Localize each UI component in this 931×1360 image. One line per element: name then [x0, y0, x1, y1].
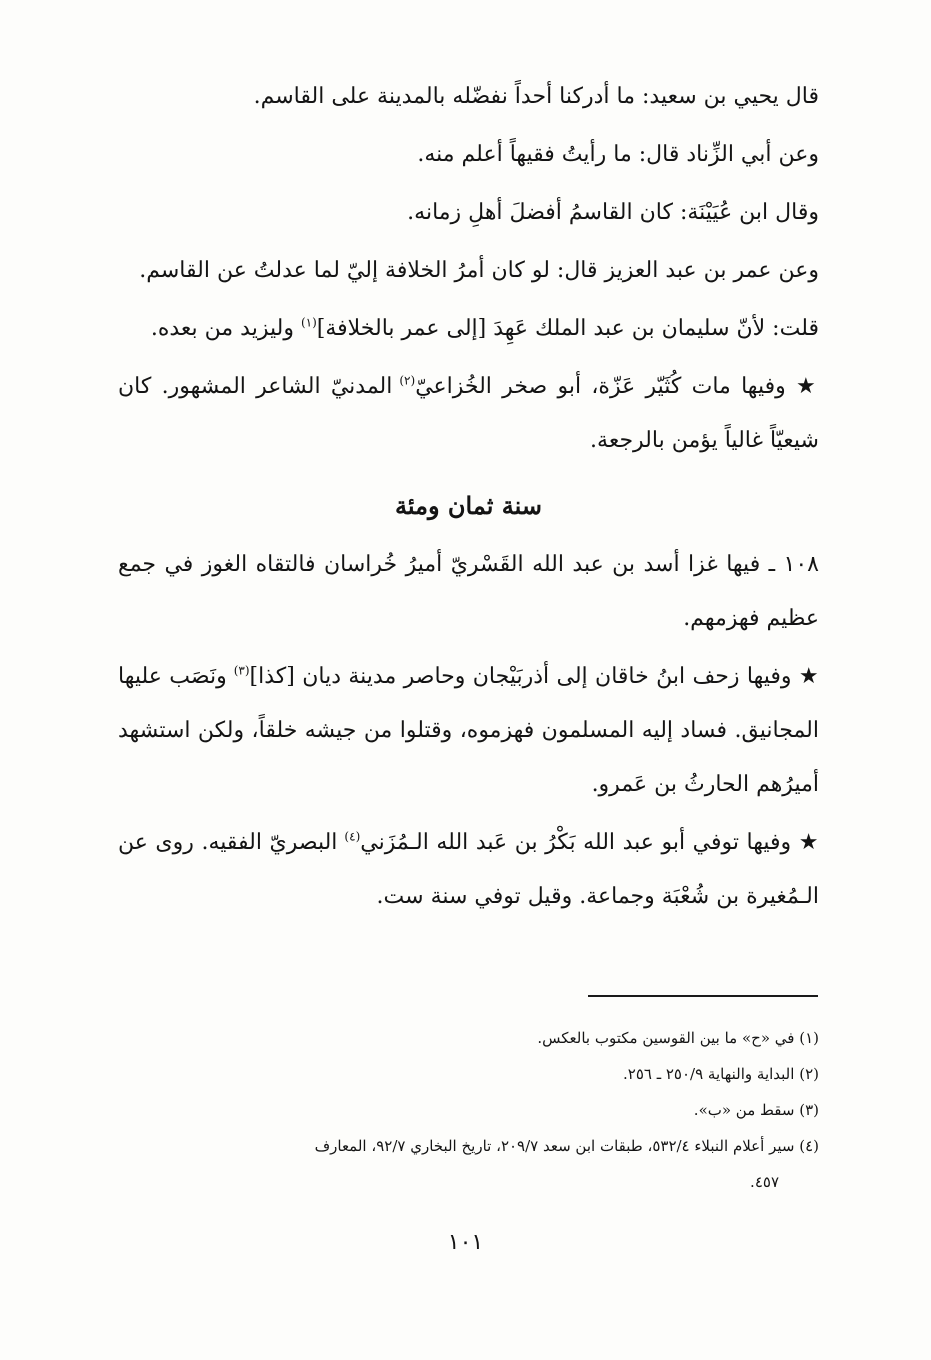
paragraph-ibn-khaqan: [118, 650, 819, 812]
footnotes: [118, 1020, 819, 1200]
paragraph-abu-zinad: وعن أبي الزِّناد قال: ما رأيتُ فقيهاً أعلم منه.: [417, 142, 819, 167]
paragraph-umar: وعن عمر بن عبد العزيز قال: لو كان أمرُ الخلافة إليّ لما عدلتُ عن القاسم.: [139, 258, 819, 283]
footnote-1: [118, 1020, 819, 1056]
paragraph-year-108: ١٠٨ ـ فيها غزا أسد بن عبد الله القَسْريّ أميرُ خُراسان فالتقاه الغوز في جمع عظيم فهزمهم.: [118, 552, 819, 631]
paragraph-text: ★ وفيها زحف ابنُ خاقان إلى أذربَيْجان وحاصر مدينة ديان [كذا]: [249, 664, 819, 689]
footnote-ref-3: (٣): [233, 663, 250, 678]
paragraph-text: ★ وفيها توفي أبو عبد الله بَكْرُ بن عَبد الله الـمُزَني: [360, 830, 819, 855]
footnote-3: [118, 1092, 819, 1128]
paragraph-text: المدنيّ الشاعر المشهور. كان شيعيّاً غالياً يؤمن بالرجعة.: [118, 374, 819, 453]
footnote-text: سير أعلام النبلاء ٥٣٢/٤، طبقات ابن سعد ٢٠٩/٧، تاريخ البخاري ٩٢/٧، المعارف: [314, 1137, 795, 1155]
paragraph-kuthayyir: [118, 360, 819, 468]
paragraph-text: ونَصَب عليها المجانيق. فساد إليه المسلمون فهزموه، وقتلوا من جيشه خلقاً، ولكن استشهد أميرُهم الحارثُ بن عَمرو.: [118, 664, 819, 797]
footnote-ref-2: (٢): [399, 373, 416, 388]
paragraph-bakr-muzani: [118, 816, 819, 924]
footnote-separator: [588, 995, 818, 997]
footnote-4-continuation: ٤٥٧.: [750, 1173, 779, 1191]
footnote-number: (٣): [799, 1101, 819, 1119]
footnote-number: (٤): [799, 1137, 819, 1155]
paragraph-yahya: قال يحيي بن سعيد: ما أدركنا أحداً نفضّله بالمدينة على القاسم.: [253, 84, 819, 109]
section-heading: سنة ثمان ومئة: [395, 491, 542, 520]
footnote-text: سقط من «ب».: [693, 1101, 795, 1119]
footnote-number: (١): [799, 1029, 819, 1047]
paragraph-text: وليزيد من بعده.: [150, 316, 301, 341]
footnote-4: [118, 1128, 819, 1164]
page-number: ١٠١: [447, 1230, 484, 1255]
footnote-number: (٢): [799, 1065, 819, 1083]
footnote-ref-1: (١): [300, 315, 317, 330]
footnote-text: البداية والنهاية ٢٥٠/٩ ـ ٢٥٦.: [622, 1065, 795, 1083]
paragraph-ibn-uyayna: وقال ابن عُيَيْنَة: كان القاسمُ أفضلَ أهلِ زمانه.: [407, 200, 819, 225]
footnote-2: [118, 1056, 819, 1092]
paragraph-text: البصريّ الفقيه. روى عن الـمُغيرة بن شُعْبَة وجماعة. وقيل توفي سنة ست.: [118, 830, 819, 909]
paragraph-text: قلت: لأنّ سليمان بن عبد الملك عَهِدَ [إلى عمر بالخلافة]: [316, 316, 819, 341]
paragraph-sulayman: [118, 302, 819, 356]
paragraph-text: ★ وفيها مات كُثَيّر عَزّة، أبو صخر الخُزاعيّ: [415, 374, 819, 399]
footnote-text: في «ح» ما بين القوسين مكتوب بالعكس.: [537, 1029, 795, 1047]
main-text: [118, 70, 819, 928]
footnote-ref-4: (٤): [344, 829, 361, 844]
